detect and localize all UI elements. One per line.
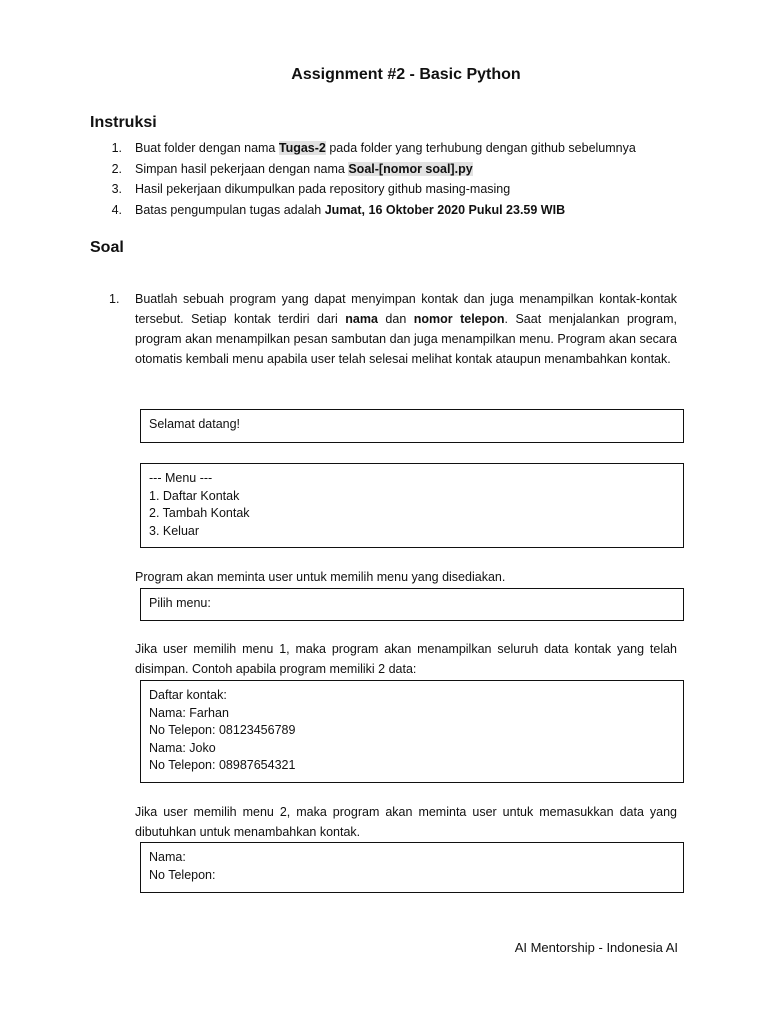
- welcome-output-box: [140, 409, 684, 443]
- item-number: 4.: [111, 202, 122, 217]
- page-title: Assignment #2 - Basic Python: [291, 66, 521, 83]
- pilih-menu-box: [140, 588, 684, 621]
- paragraph-part: Buatlah sebuah program yang dapat menyimpan kontak dan juga menampilkan kontak-kontak tersebut. Setiap kontak terdiri dari: [135, 292, 677, 326]
- question-number: 1.: [109, 292, 120, 306]
- instruction-item: [90, 200, 690, 221]
- item-text: [135, 200, 565, 221]
- item-number: 2.: [111, 161, 122, 176]
- highlighted-term: Soal-[nomor soal].py: [348, 161, 473, 176]
- item-text-part: Simpan hasil pekerjaan dengan nama: [135, 161, 349, 176]
- item-number: 1.: [111, 141, 122, 155]
- paragraph-menu-2: Jika user memilih menu 2, maka program akan meminta user untuk memasukkan data yang dibutuhkan untuk menambahkan kontak.: [135, 805, 677, 839]
- bold-term-nomor-telepon: nomor telepon: [413, 312, 505, 326]
- item-number: 3.: [111, 182, 122, 196]
- question-paragraph: [135, 289, 677, 369]
- box-line: Nama: Farhan: [149, 705, 229, 720]
- soal-heading: Soal: [90, 239, 124, 256]
- paragraph-part: . Saat menjalankan program, program akan menampilkan pesan sambutan dan juga menampilkan menu. Program akan secara otomatis kembali menu apabila user telah selesai melihat kontak ataupun menambahkan kontak.: [135, 312, 677, 366]
- box-line: No Telepon:: [149, 867, 216, 882]
- highlighted-term: Tugas-2: [278, 141, 326, 155]
- box-line: Daftar kontak:: [149, 688, 227, 702]
- paragraph-menu-1: Jika user memilih menu 1, maka program akan menampilkan seluruh data kontak yang telah disimpan. Contoh apabila program memiliki 2 data:: [135, 642, 677, 676]
- instruction-item: [90, 159, 690, 180]
- box-line: 3. Keluar: [149, 523, 200, 538]
- instruction-item: [90, 179, 690, 200]
- box-line: 1. Daftar Kontak: [149, 488, 240, 503]
- box-line: Selamat datang!: [149, 417, 241, 431]
- box-line: --- Menu ---: [149, 471, 213, 485]
- instruction-list: [90, 138, 690, 220]
- item-text: [135, 159, 473, 180]
- paragraph-part: dan: [377, 312, 414, 326]
- box-line: No Telepon: 08987654321: [149, 758, 296, 772]
- paragraph-pilih-menu: Program akan meminta user untuk memilih menu yang disediakan.: [135, 570, 506, 584]
- item-text-part: pada folder yang terhubung dengan github sebelumnya: [325, 141, 636, 155]
- instruction-item: [90, 138, 690, 159]
- item-text-part: Batas pengumpulan tugas adalah: [135, 202, 325, 217]
- deadline-text: Jumat, 16 Oktober 2020 Pukul 23.59 WIB: [324, 202, 566, 217]
- box-line: 2. Tambah Kontak: [149, 506, 250, 520]
- instruksi-heading: Instruksi: [90, 114, 157, 131]
- box-line: Nama:: [149, 850, 186, 864]
- bold-term-nama: nama: [345, 312, 378, 326]
- footer-text: AI Mentorship - Indonesia AI: [514, 940, 678, 955]
- tambah-kontak-box: [140, 842, 684, 893]
- box-line: Pilih menu:: [149, 596, 211, 610]
- item-text: Hasil pekerjaan dikumpulkan pada repository github masing-masing: [135, 182, 511, 196]
- item-text: [135, 138, 636, 159]
- box-line: No Telepon: 08123456789: [149, 723, 296, 737]
- menu-output-box: [140, 463, 684, 548]
- box-line: Nama: Joko: [149, 740, 216, 755]
- daftar-kontak-box: [140, 680, 684, 783]
- item-text-part: Buat folder dengan nama: [135, 141, 279, 155]
